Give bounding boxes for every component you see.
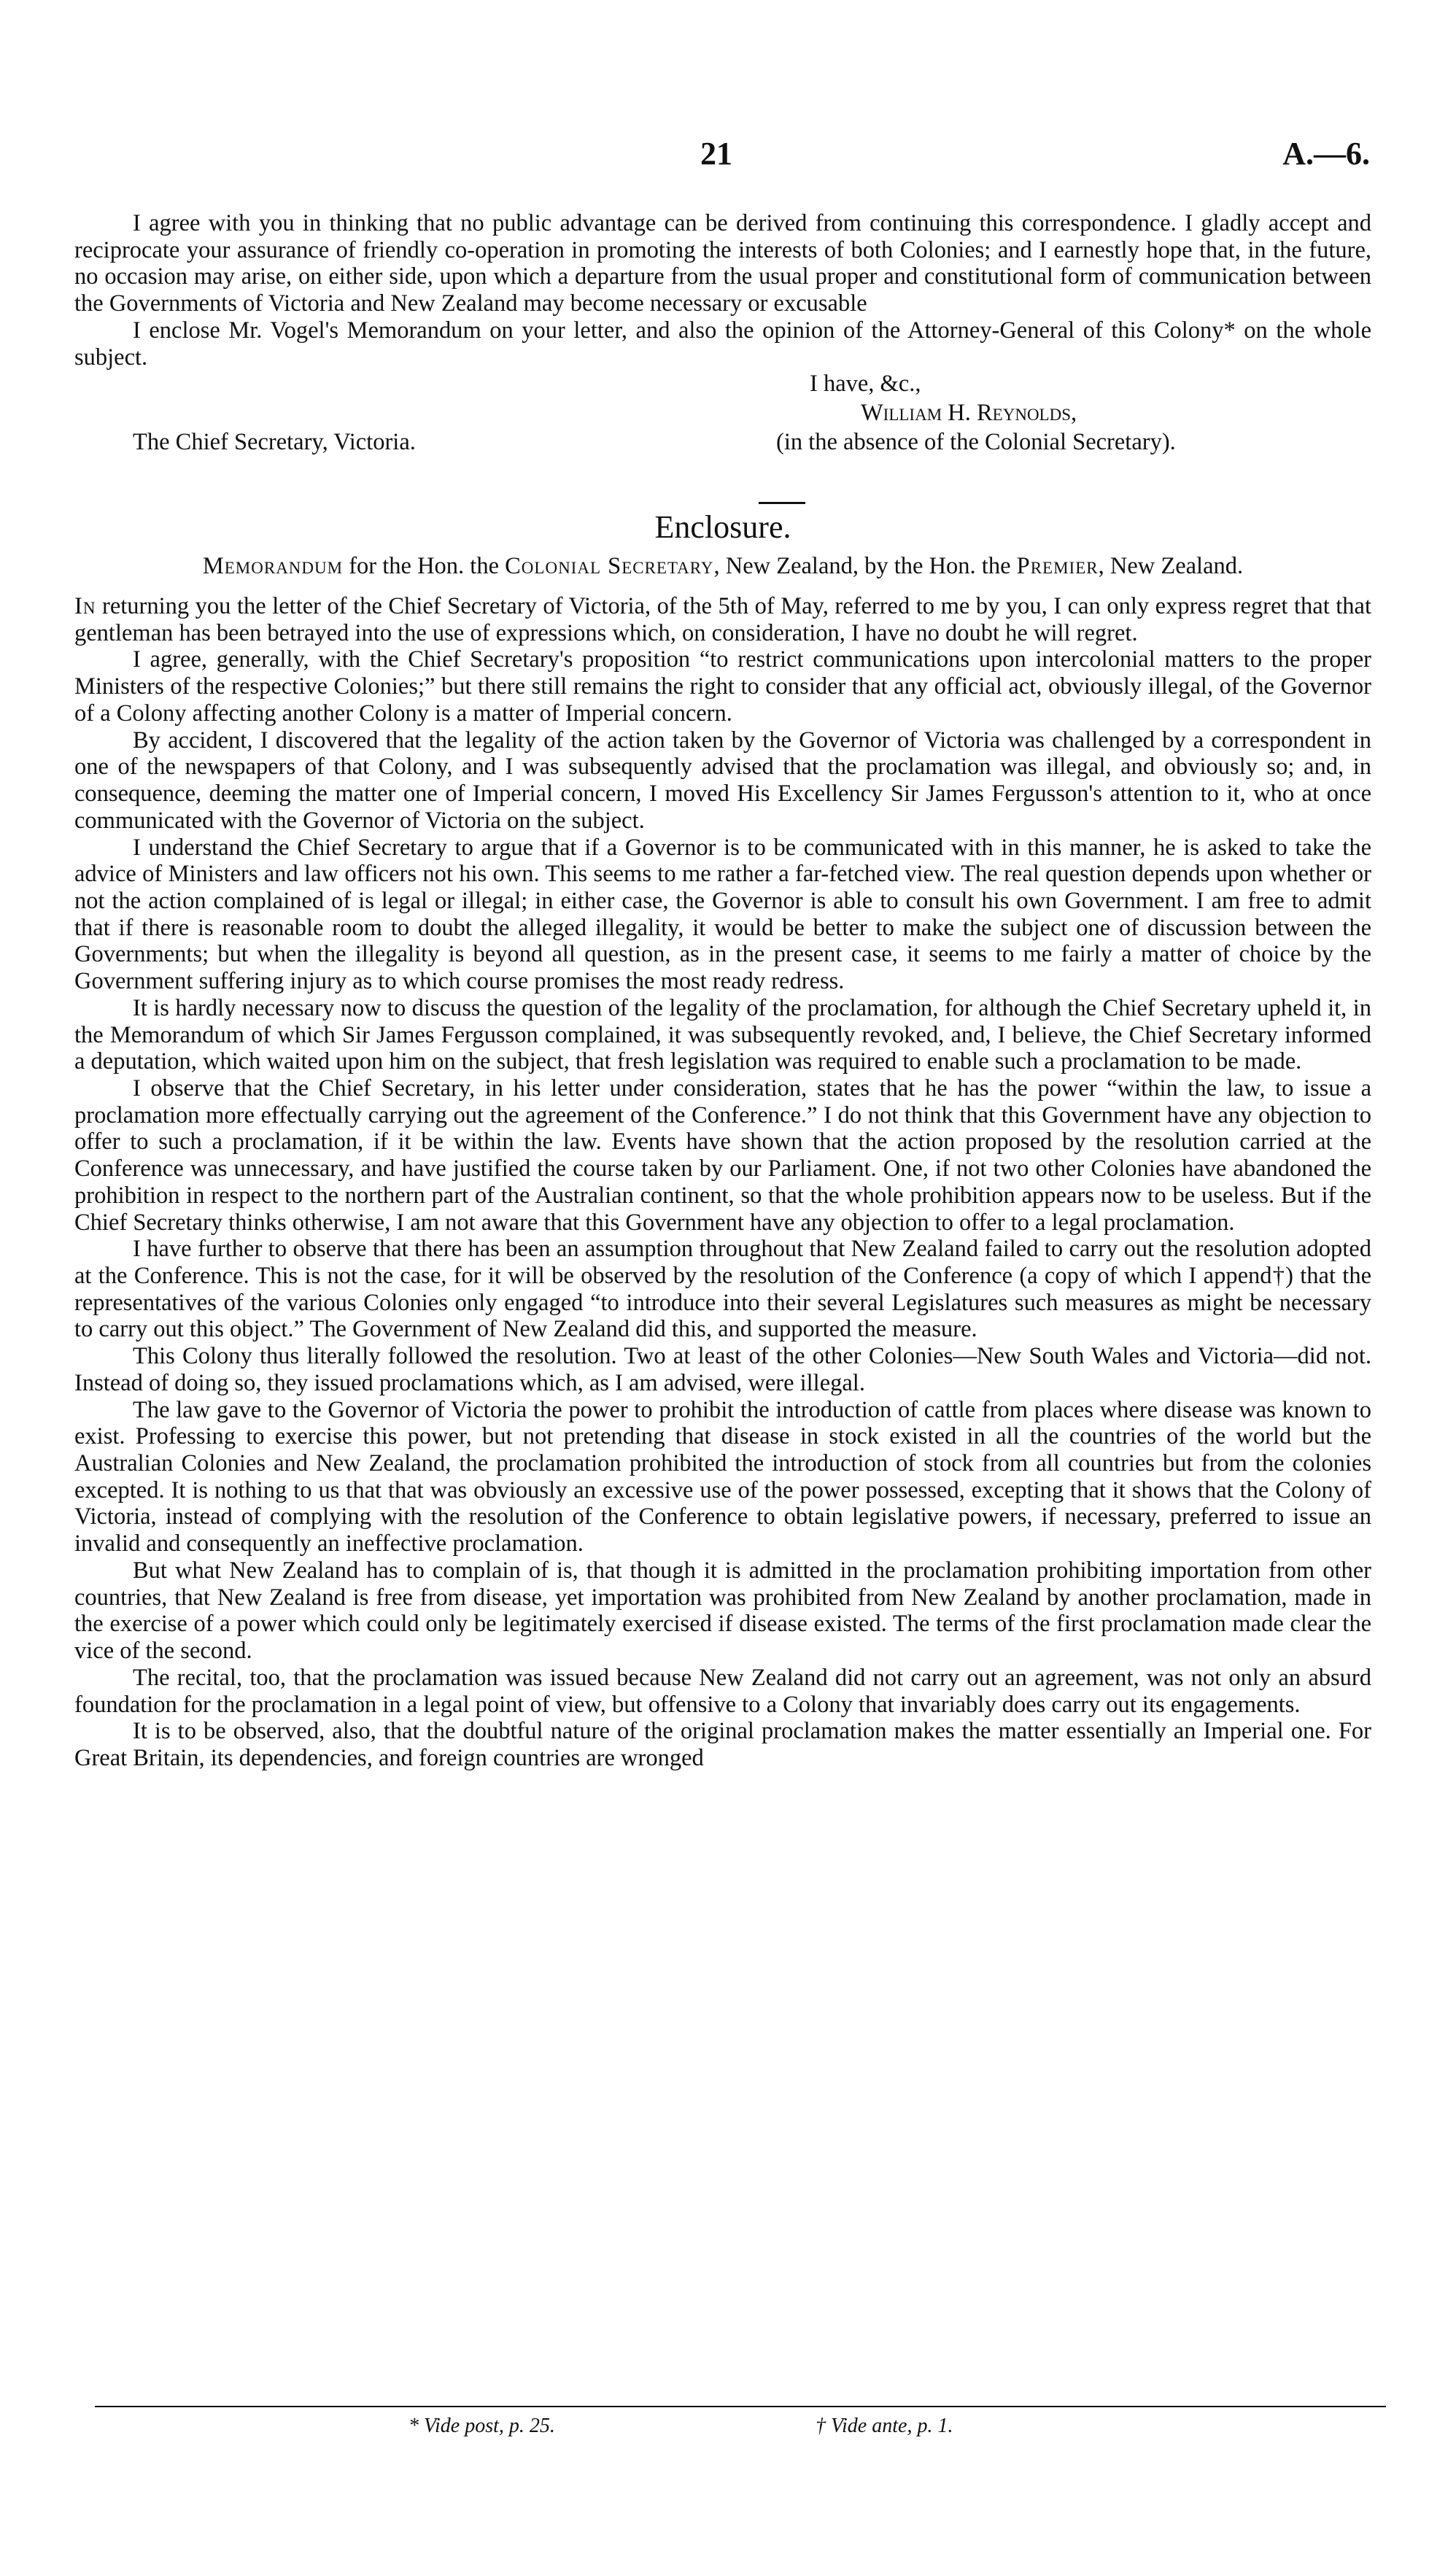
memo-paragraph: The law gave to the Governor of Victoria the power to prohibit the introduction of cattle from places where disease was known to exist. Professing to exercise this power, but not pretending that disease in stock existed in all the countries of the world but the Australian Colonies and New Zealand, the proclamation prohibited the introduction of stock from all countries but from the colonies excepted. It is nothing to us that that was obviously an excessive use of the power possessed, excepting that it shows that the Colony of Victoria, instead of complying with the resolution of the Conference to obtain legislative powers, if necessary, preferred to issue an invalid and consequently an ineffective proclamation. [74, 1396, 1371, 1557]
memo-paragraph-text: returning you the letter of the Chief Secretary of Victoria, of the 5th of May, referred to me by you, I can only express regret that that gentleman has been betrayed into the use of expressions which, on consideration, I have no doubt he will regret. [74, 593, 1372, 646]
memo-recipient: Colonial Secretary [505, 553, 714, 580]
memo-label: Memorandum [202, 553, 344, 580]
memo-paragraph: I have further to observe that there has been an assumption throughout that New Zealand failed to carry out the resolution adopted at the Conference. This is not the case, for it will be observed by the resolution of the Conference (a copy of which I append†) that the representatives of the various Colonies only engaged “to introduce into their several Legislatures such measures as might be necessary to carry out this object.” The Government of New Zealand did this, and supported the measure. [74, 1236, 1371, 1343]
memo-paragraph: By accident, I discovered that the legality of the action taken by the Governor of Victoria was challenged by a correspondent in one of the newspapers of that Colony, and I was subsequently advised that the proclamation was illegal, and obviously so; and, in consequence, deeming the matter one of Imperial concern, I moved His Excellency Sir James Fergusson's attention to it, who at once communicated with the Governor of Victoria on the subject. [74, 727, 1371, 834]
footnote-divider [95, 2406, 1386, 2407]
signature-block [74, 371, 1371, 493]
memo-paragraph: It is to be observed, also, that the doubtful nature of the original proclamation makes the matter essentially an Imperial one. For Great Britain, its dependencies, and foreign countries are wronged [74, 1718, 1371, 1771]
footnote-vide-post: * Vide post, p. 25. [408, 2415, 555, 2437]
opening-word: In [74, 593, 96, 620]
memo-paragraph: I agree, generally, with the Chief Secretary's proposition “to restrict communications upon intercolonial matters to the proper Ministers of the respective Colonies;” but there still remains the right to consider that any official act, obviously illegal, of the Governor of a Colony affecting another Colony is a matter of Imperial concern. [74, 646, 1371, 727]
memo-end-text: , New Zealand. [1098, 553, 1244, 580]
memo-paragraph: But what New Zealand has to complain of is, that though it is admitted in the proclamation prohibiting importation from other countries, that New Zealand is free from disease, yet importation was prohibited from New Zealand by another proclamation, made in the exercise of a power which could only be legitimately exercised if disease existed. The terms of the first proclamation made clear the vice of the second. [74, 1557, 1371, 1665]
memo-middle-text: , New Zealand, by the Hon. the [713, 553, 1011, 580]
document-code: A.—6. [1282, 136, 1370, 171]
memo-for-text: for the Hon. the [349, 553, 499, 580]
closing-salutation: I have, &c., [810, 371, 921, 398]
memo-paragraph: The recital, too, that the proclamation was issued because New Zealand did not carry out an agreement, was not only an absurd foundation for the proclamation in a legal point of view, but offensive to a Colony that invariably does carry out its engagements. [74, 1664, 1371, 1718]
memo-paragraph: It is hardly necessary now to discuss the question of the legality of the proclamation, for although the Chief Secretary upheld it, in the Memorandum of which Sir James Fergusson complained, it was subsequently revoked, and, I believe, the Chief Secretary informed a deputation, which waited upon him on the subject, that fresh legislation was required to enable such a proclamation to be made. [74, 994, 1371, 1075]
memo-paragraph: I understand the Chief Secretary to argue that if a Governor is to be communicated with in this manner, he is asked to take the advice of Ministers and law officers not his own. This seems to me rather a far-fetched view. The real question depends upon whether or not the action complained of is legal or illegal; in either case, the Governor is able to consult his own Government. I am free to admit that if there is reasonable room to doubt the alleged illegality, it would be better to make the subject one of discussion between the Governments; but when the illegality is beyond all question, as in the present case, it seems to me fairly a matter of choice by the Government suffering injury as to which course promises the most ready redress. [74, 834, 1371, 995]
addressee: The Chief Secretary, Victoria. [133, 429, 416, 456]
footnote-vide-ante: † Vide ante, p. 1. [816, 2415, 953, 2437]
memo-paragraph: This Colony thus literally followed the resolution. Two at least of the other Colonies—New South Wales and Victoria—did not. Instead of doing so, they issued proclamations which, as I am advised, were illegal. [74, 1343, 1371, 1396]
page-header [0, 135, 1456, 179]
page-body [74, 210, 1371, 1772]
page-number: 21 [700, 136, 732, 171]
section-divider [759, 502, 805, 504]
memo-paragraph [74, 593, 1371, 646]
memo-paragraph: I observe that the Chief Secretary, in his letter under consideration, states that he has the power “within the law, to issue a proclamation more effectually carrying out the agreement of the Conference.” I do not think that this Government have any objection to offer to such a proclamation, if it be within the law. Events have shown that the action proposed by the resolution carried at the Conference was unnecessary, and have justified the course taken by our Parliament. One, if not two other Colonies have abandoned the prohibition in respect to the northern part of the Australian continent, so that the whole prohibition appears now to be useless. But if the Chief Secretary thinks otherwise, I am not aware that this Government have any objection to offer to a legal proclamation. [74, 1075, 1371, 1236]
enclosure-heading: Enclosure. [654, 509, 791, 546]
signatory-note: (in the absence of the Colonial Secretary). [776, 429, 1176, 456]
signatory-name: William H. Reynolds, [861, 400, 1077, 427]
memorandum-title [101, 553, 1345, 580]
letter-paragraph: I enclose Mr. Vogel's Memorandum on your letter, and also the opinion of the Attorney-General of this Colony* on the whole subject. [74, 317, 1371, 371]
letter-paragraph: I agree with you in thinking that no public advantage can be derived from continuing this correspondence. I gladly accept and reciprocate your assurance of friendly co-operation in promoting the interests of both Colonies; and I earnestly hope that, in the future, no occasion may arise, on either side, upon which a departure from the usual proper and constitutional form of communication between the Governments of Victoria and New Zealand may become necessary or excusable [74, 210, 1371, 317]
memo-author: Premier [1016, 553, 1099, 580]
